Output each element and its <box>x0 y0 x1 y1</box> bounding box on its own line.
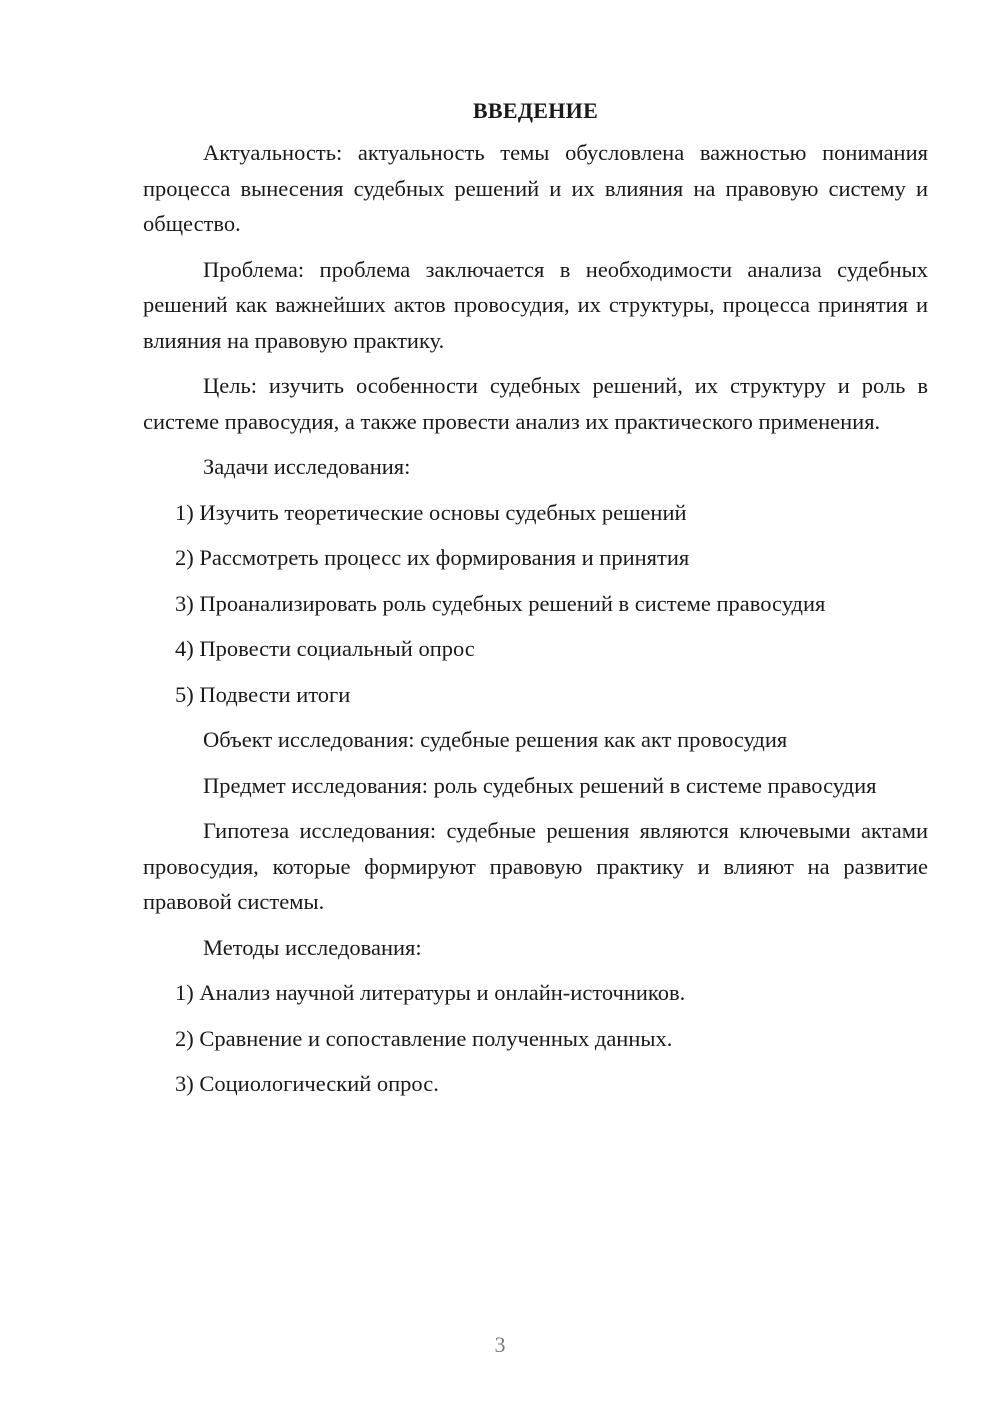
method-item: 1) Анализ научной литературы и онлайн-источников. <box>175 980 686 1005</box>
object-paragraph: Объект исследования: судебные решения как акт провосудия <box>203 727 788 752</box>
page-number: 3 <box>494 1332 506 1357</box>
page-content <box>143 93 928 1112</box>
task-item: 1) Изучить теоретические основы судебных решений <box>175 499 687 525</box>
subject-paragraph: Предмет исследования: роль судебных решений в системе правосудия <box>203 772 877 798</box>
task-item: 5) Подвести итоги <box>175 681 351 707</box>
methods-list <box>143 975 928 1102</box>
task-item: 3) Проанализировать роль судебных решений в системе правосудия <box>175 590 826 616</box>
relevance-paragraph: Актуальность: актуальность темы обусловлена важностью понимания процесса вынесения судебных решений и их влияния на правовую систему и общество. <box>143 140 928 236</box>
tasks-heading: Задачи исследования: <box>203 454 411 479</box>
hypothesis-paragraph: Гипотеза исследования: судебные решения являются ключевыми актами провосудия, которые формируют правовую практику и влияют на развитие правовой системы. <box>143 818 928 914</box>
method-item: 2) Сравнение и сопоставление полученных данных. <box>175 1025 673 1051</box>
section-title: ВВЕДЕНИЕ <box>472 98 599 123</box>
task-item: 4) Провести социальный опрос <box>175 636 475 661</box>
problem-paragraph: Проблема: проблема заключается в необходимости анализа судебных решений как важнейших актов провосудия, их структуры, процесса принятия и влияния на правовую практику. <box>143 256 928 353</box>
method-item: 3) Социологический опрос. <box>175 1071 439 1096</box>
tasks-list <box>143 495 928 713</box>
task-item: 2) Рассмотреть процесс их формирования и принятия <box>175 545 690 570</box>
goal-paragraph: Цель: изучить особенности судебных решений, их структуру и роль в системе правосудия, а также провести анализ их практического применения. <box>143 373 928 434</box>
methods-heading: Методы исследования: <box>203 934 422 960</box>
